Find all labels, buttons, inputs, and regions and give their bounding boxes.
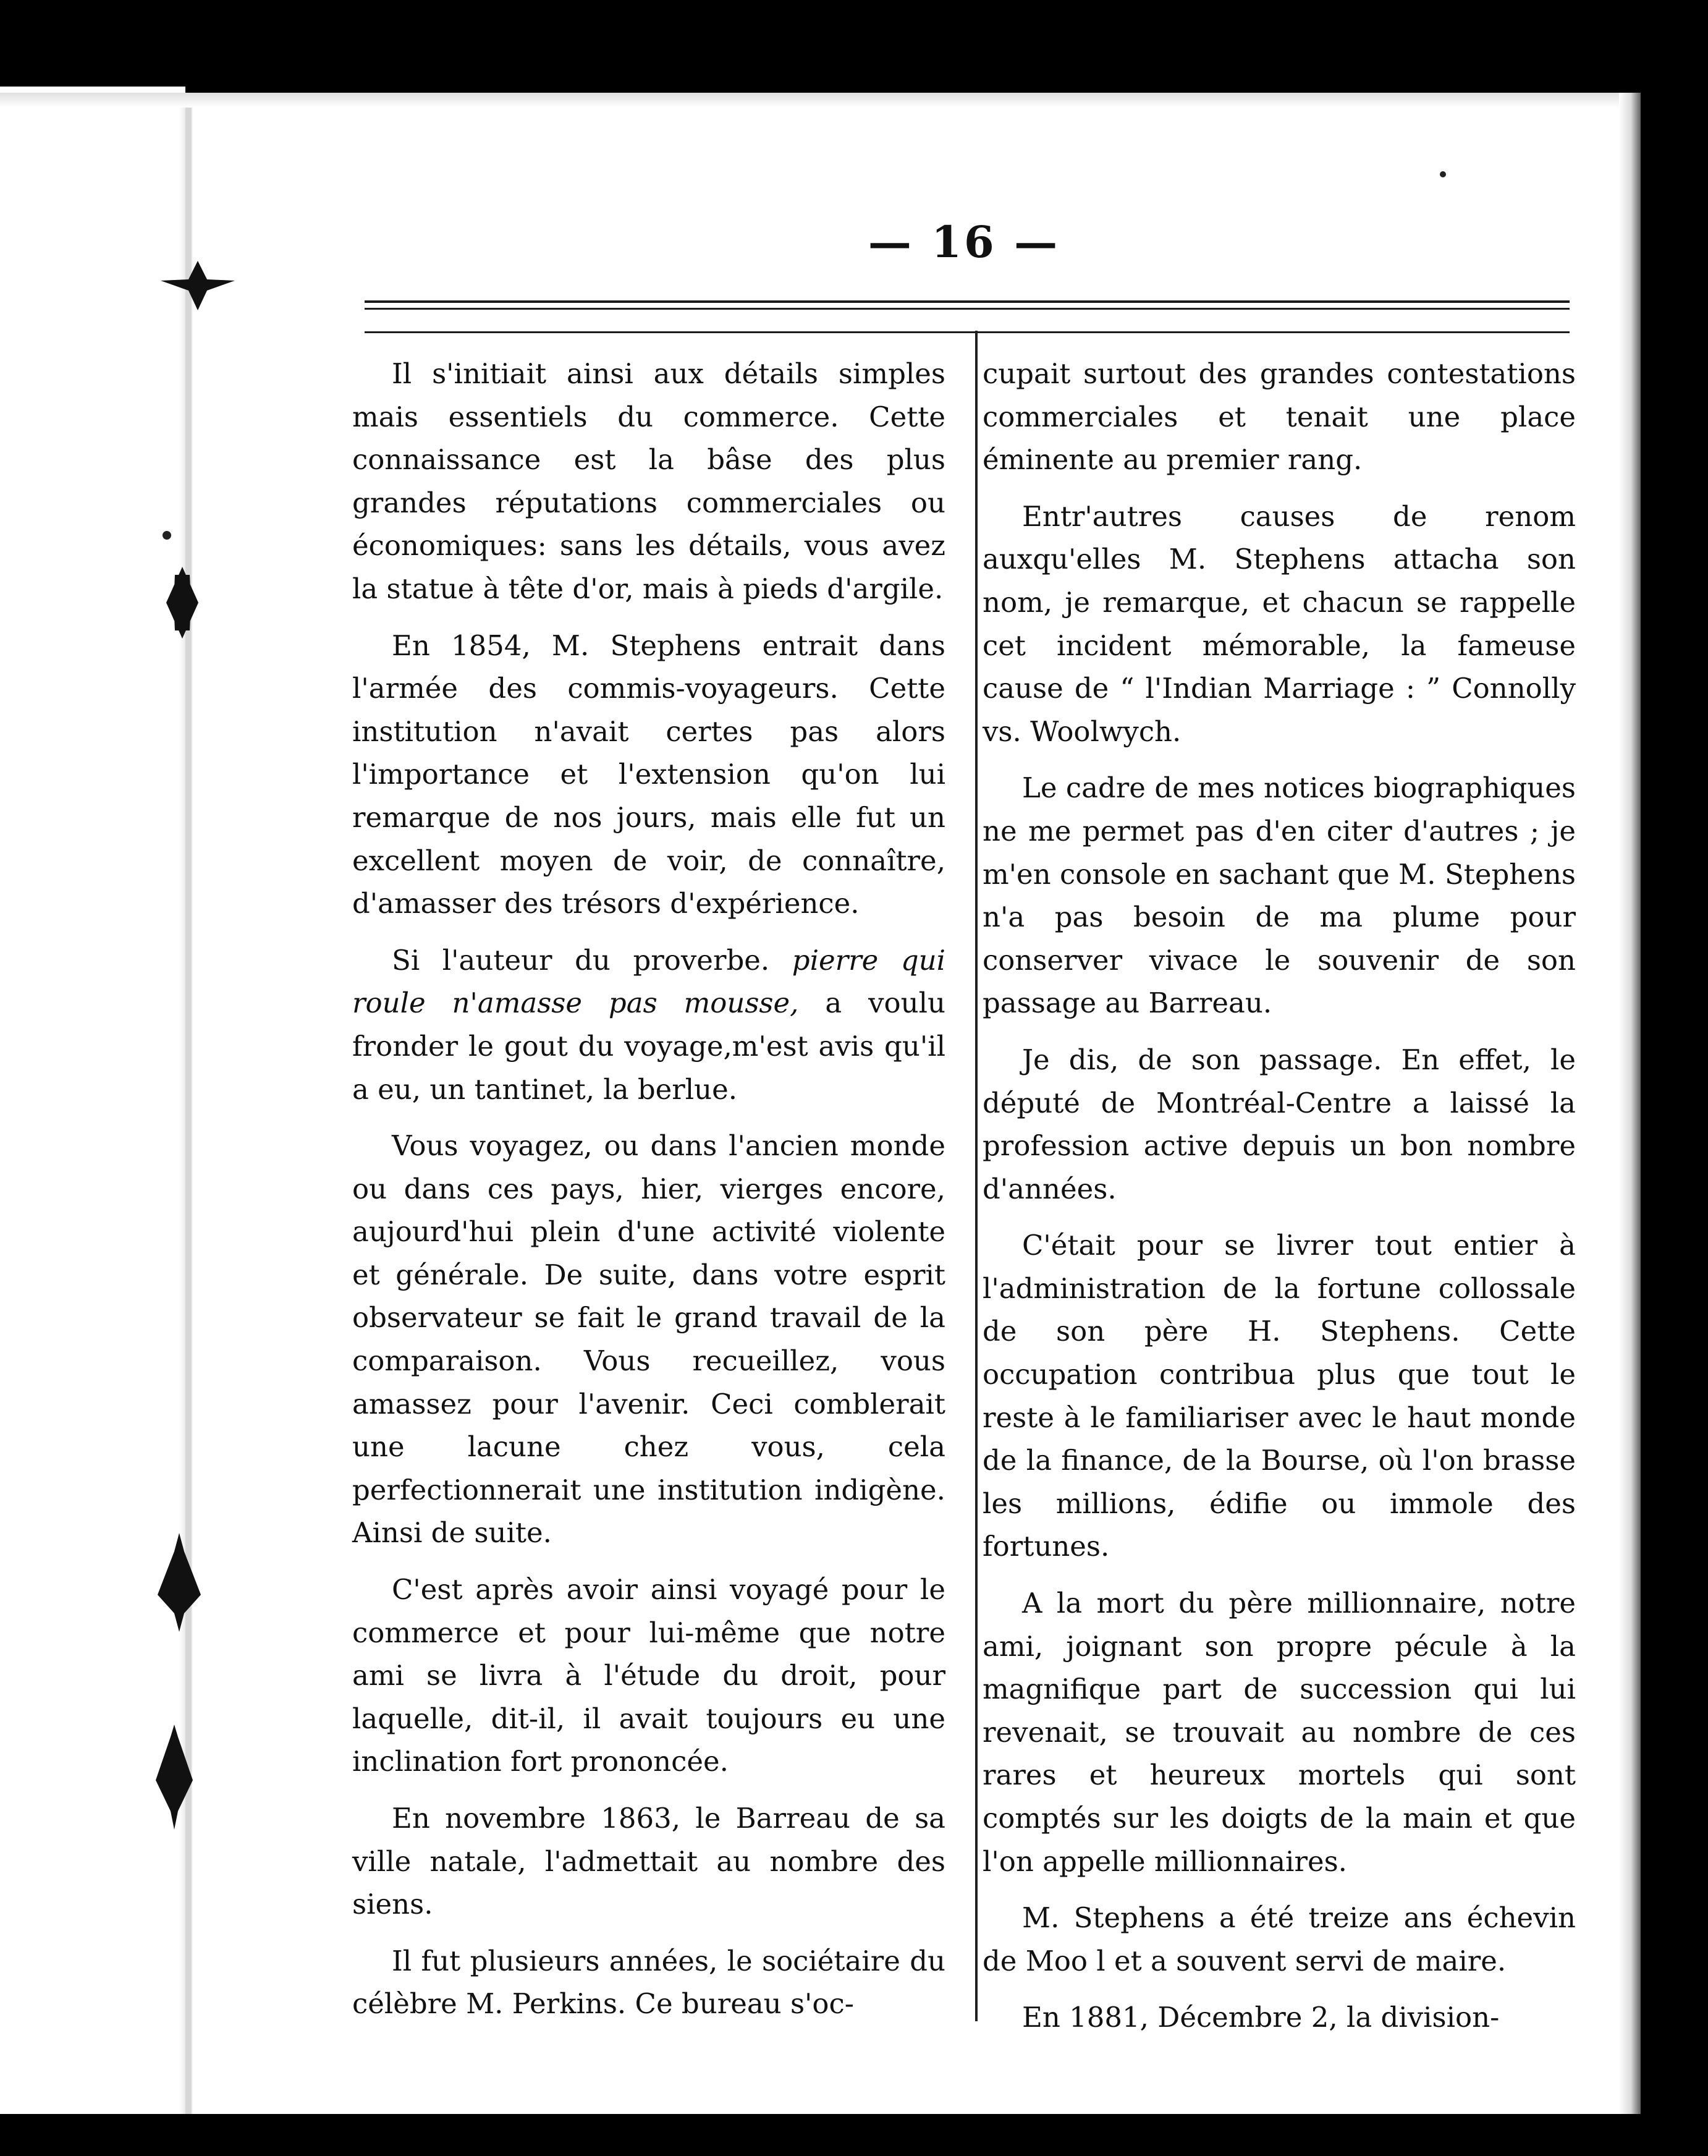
header-rule-middle <box>365 308 1570 310</box>
page-number: — 16 — <box>868 216 1060 268</box>
paragraph: En 1854, M. Stephens entrait dans l'armée des commis-voyageurs. Cette institution n'avait certes pas alors l'importance et l'extension qu'on lui remarque de nos jours, mais elle fut un excellent moyen de voir, de connaître, d'amasser des trésors d'expérience. <box>352 629 945 920</box>
paragraph: C'était pour se livrer tout entier à l'administration de la fortune collossale de son père H. Stephens. Cette occupation contribua plus que tout le reste à le familiariser avec le haut monde de la finance, de la Bourse, où l'on brasse les millions, édifie ou immole des fortunes. <box>983 1229 1576 1563</box>
scan-border-top <box>0 0 1708 93</box>
scan-border-right <box>1641 0 1708 2156</box>
left-margin <box>0 87 185 2114</box>
paragraph: En novembre 1863, le Barreau de sa ville natale, l'admettait au nombre des siens. <box>352 1802 945 1921</box>
paragraph: Entr'autres causes de renom auxqu'elles M. Stephens attacha son nom, je remarque, et chacun se rappelle cet incident mémorable, la fameuse cause de “ l'Indian Marriage : ” Connolly vs. Woolwych. <box>983 499 1576 748</box>
header-rule-top <box>365 300 1570 303</box>
right-column <box>983 352 1576 2039</box>
paragraph: Le cadre de mes notices biographiques ne me permet pas d'en citer d'autres ; je m'en console en sachant que M. Stephens n'a pas besoin de ma plume pour conserver vivace le souvenir de son passage au Barreau. <box>983 771 1576 1020</box>
paragraph-continuation: cupait surtout des grandes contestations commerciales et tenait une place éminente au premier rang. <box>983 357 1576 477</box>
left-column <box>352 352 945 2026</box>
right-page-edge <box>1619 93 1642 2114</box>
paragraph: Il fut plusieurs années, le sociétaire du célèbre M. Perkins. Ce bureau s'oc- <box>352 1944 945 2021</box>
paragraph: En 1881, Décembre 2, la division- <box>1022 2001 1500 2034</box>
paragraph: Vous voyagez, ou dans l'ancien monde ou dans ces pays, hier, vierges encore, aujourd'hui plein d'une activité violente et générale. De suite, dans votre esprit observateur se fait le grand travail de la comparaison. Vous recueillez, vous amassez pour l'avenir. Ceci comblerait une lacune chez vous, cela perfectionnerait une institution indigène. Ainsi de suite. <box>352 1129 945 1550</box>
proverb-quote: pierre qui roule n'amasse pas mousse, <box>352 943 946 1020</box>
paragraph: M. Stephens a été treize ans échevin de Moo l et a souvent servi de maire. <box>983 1901 1576 1977</box>
scan-border-bottom <box>0 2114 1708 2156</box>
proverb-remark: a voulu fronder le gout du voyage,m'est avis qu'il a eu, un tantinet, la berlue. <box>352 987 945 1106</box>
proverb-intro: Si l'auteur du proverbe. <box>392 943 770 977</box>
paragraph-proverb <box>352 939 945 1111</box>
header-rule-bottom <box>365 331 1570 333</box>
paragraph: Je dis, de son passage. En effet, le député de Montréal-Centre a laissé la profession active depuis un bon nombre d'années. <box>983 1043 1576 1205</box>
top-page-shadow <box>0 93 1644 108</box>
paragraph: Il s'initiait ainsi aux détails simples mais essentiels du commerce. Cette connaissance est la bâse des plus grandes réputations commerciales ou économiques: sans les détails, vous avez la statue à tête d'or, mais à pieds d'argile. <box>352 357 945 605</box>
paragraph: A la mort du père millionnaire, notre ami, joignant son propre pécule à la magnifique part de succession qui lui revenait, se trouvait au nombre de ces rares et heureux mortels qui sont comptés sur les doigts de la main et que l'on appelle millionnaires. <box>983 1587 1576 1878</box>
paragraph: C'est après avoir ainsi voyagé pour le commerce et pour lui-même que notre ami se livra à l'étude du droit, pour laquelle, dit-il, il avait toujours eu une inclination fort prononcée. <box>352 1573 945 1778</box>
column-divider <box>975 331 978 2021</box>
previous-page-edge <box>185 93 192 2114</box>
